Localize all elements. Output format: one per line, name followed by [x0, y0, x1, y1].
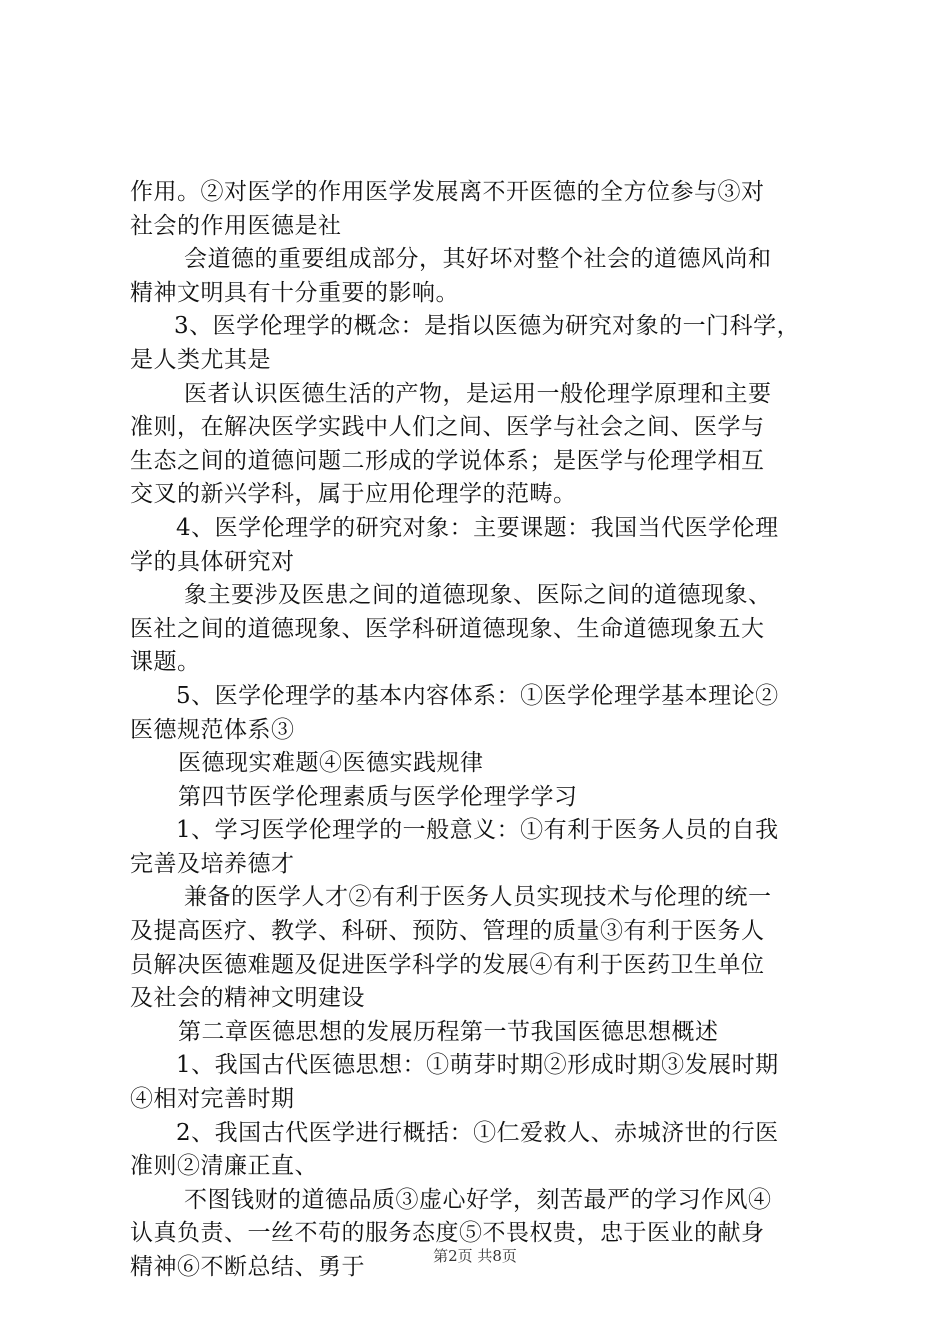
- text-line: 作用。②对医学的作用医学发展离不开医德的全方位参与③对: [130, 179, 765, 205]
- text-line: 兼备的医学人才②有利于医务人员实现技术与伦理的统一: [184, 884, 772, 911]
- text-line: 1、学习医学伦理学的一般意义：①有利于医务人员的自我: [176, 817, 779, 844]
- text-line: 精神文明具有十分重要的影响。: [130, 279, 459, 306]
- text-line: 会道德的重要组成部分，其好坏对整个社会的道德风尚和: [184, 246, 772, 273]
- text-line: 及社会的精神文明建设: [130, 985, 365, 1012]
- page-footer: 第2页 共8页: [433, 1247, 517, 1265]
- text-line: 认真负责、一丝不苟的服务态度⑤不畏权贵，忠于医业的献身: [130, 1220, 765, 1247]
- text-line: 第二章医德思想的发展历程第一节我国医德思想概述: [178, 1018, 719, 1045]
- text-line: 精神⑥不断总结、勇于: [130, 1254, 365, 1280]
- text-line: 交叉的新兴学科，属于应用伦理学的范畴。: [130, 481, 577, 508]
- text-line: 社会的作用医德是社: [130, 212, 342, 239]
- text-line: 及提高医疗、教学、科研、预防、管理的质量③有利于医务人: [130, 918, 765, 945]
- text-line: 课题。: [130, 649, 201, 676]
- text-line: 1、我国古代医德思想：①萌芽时期②形成时期③发展时期: [176, 1052, 779, 1079]
- text-line: 第四节医学伦理素质与医学伦理学学习: [178, 783, 578, 810]
- text-line: 完善及培养德才: [130, 850, 295, 877]
- text-line: 医德规范体系③: [130, 716, 295, 743]
- text-line: 4、医学伦理学的研究对象：主要课题：我国当代医学伦理: [176, 514, 779, 541]
- text-line: 是人类尤其是: [130, 346, 271, 373]
- text-line: ④相对完善时期: [130, 1086, 295, 1113]
- text-line: 2、我国古代医学进行概括：①仁爱救人、赤城济世的行医: [176, 1119, 779, 1146]
- text-line: 医者认识医德生活的产物，是运用一般伦理学原理和主要: [184, 380, 772, 407]
- text-line: 员解决医德难题及促进医学科学的发展④有利于医药卫生单位: [130, 951, 765, 978]
- text-line: 3、医学伦理学的概念：是指以医德为研究对象的一门科学，: [174, 313, 801, 340]
- text-line: 医德现实难题④医德实践规律: [178, 750, 484, 777]
- text-line: 准则，在解决医学实践中人们之间、医学与社会之间、医学与: [130, 414, 765, 441]
- text-line: 学的具体研究对: [130, 548, 295, 575]
- text-line: 不图钱财的道德品质③虚心好学，刻苦最严的学习作风④: [184, 1186, 772, 1213]
- text-line: 生态之间的道德问题二形成的学说体系；是医学与伦理学相互: [130, 447, 765, 474]
- body-text: [130, 176, 835, 1285]
- text-line: 准则②清廉正直、: [130, 1153, 318, 1180]
- text-line: 象主要涉及医患之间的道德现象、医际之间的道德现象、: [184, 582, 772, 609]
- text-line: 5、医学伦理学的基本内容体系：①医学伦理学基本理论②: [176, 682, 779, 709]
- text-line: 医社之间的道德现象、医学科研道德现象、生命道德现象五大: [130, 615, 765, 642]
